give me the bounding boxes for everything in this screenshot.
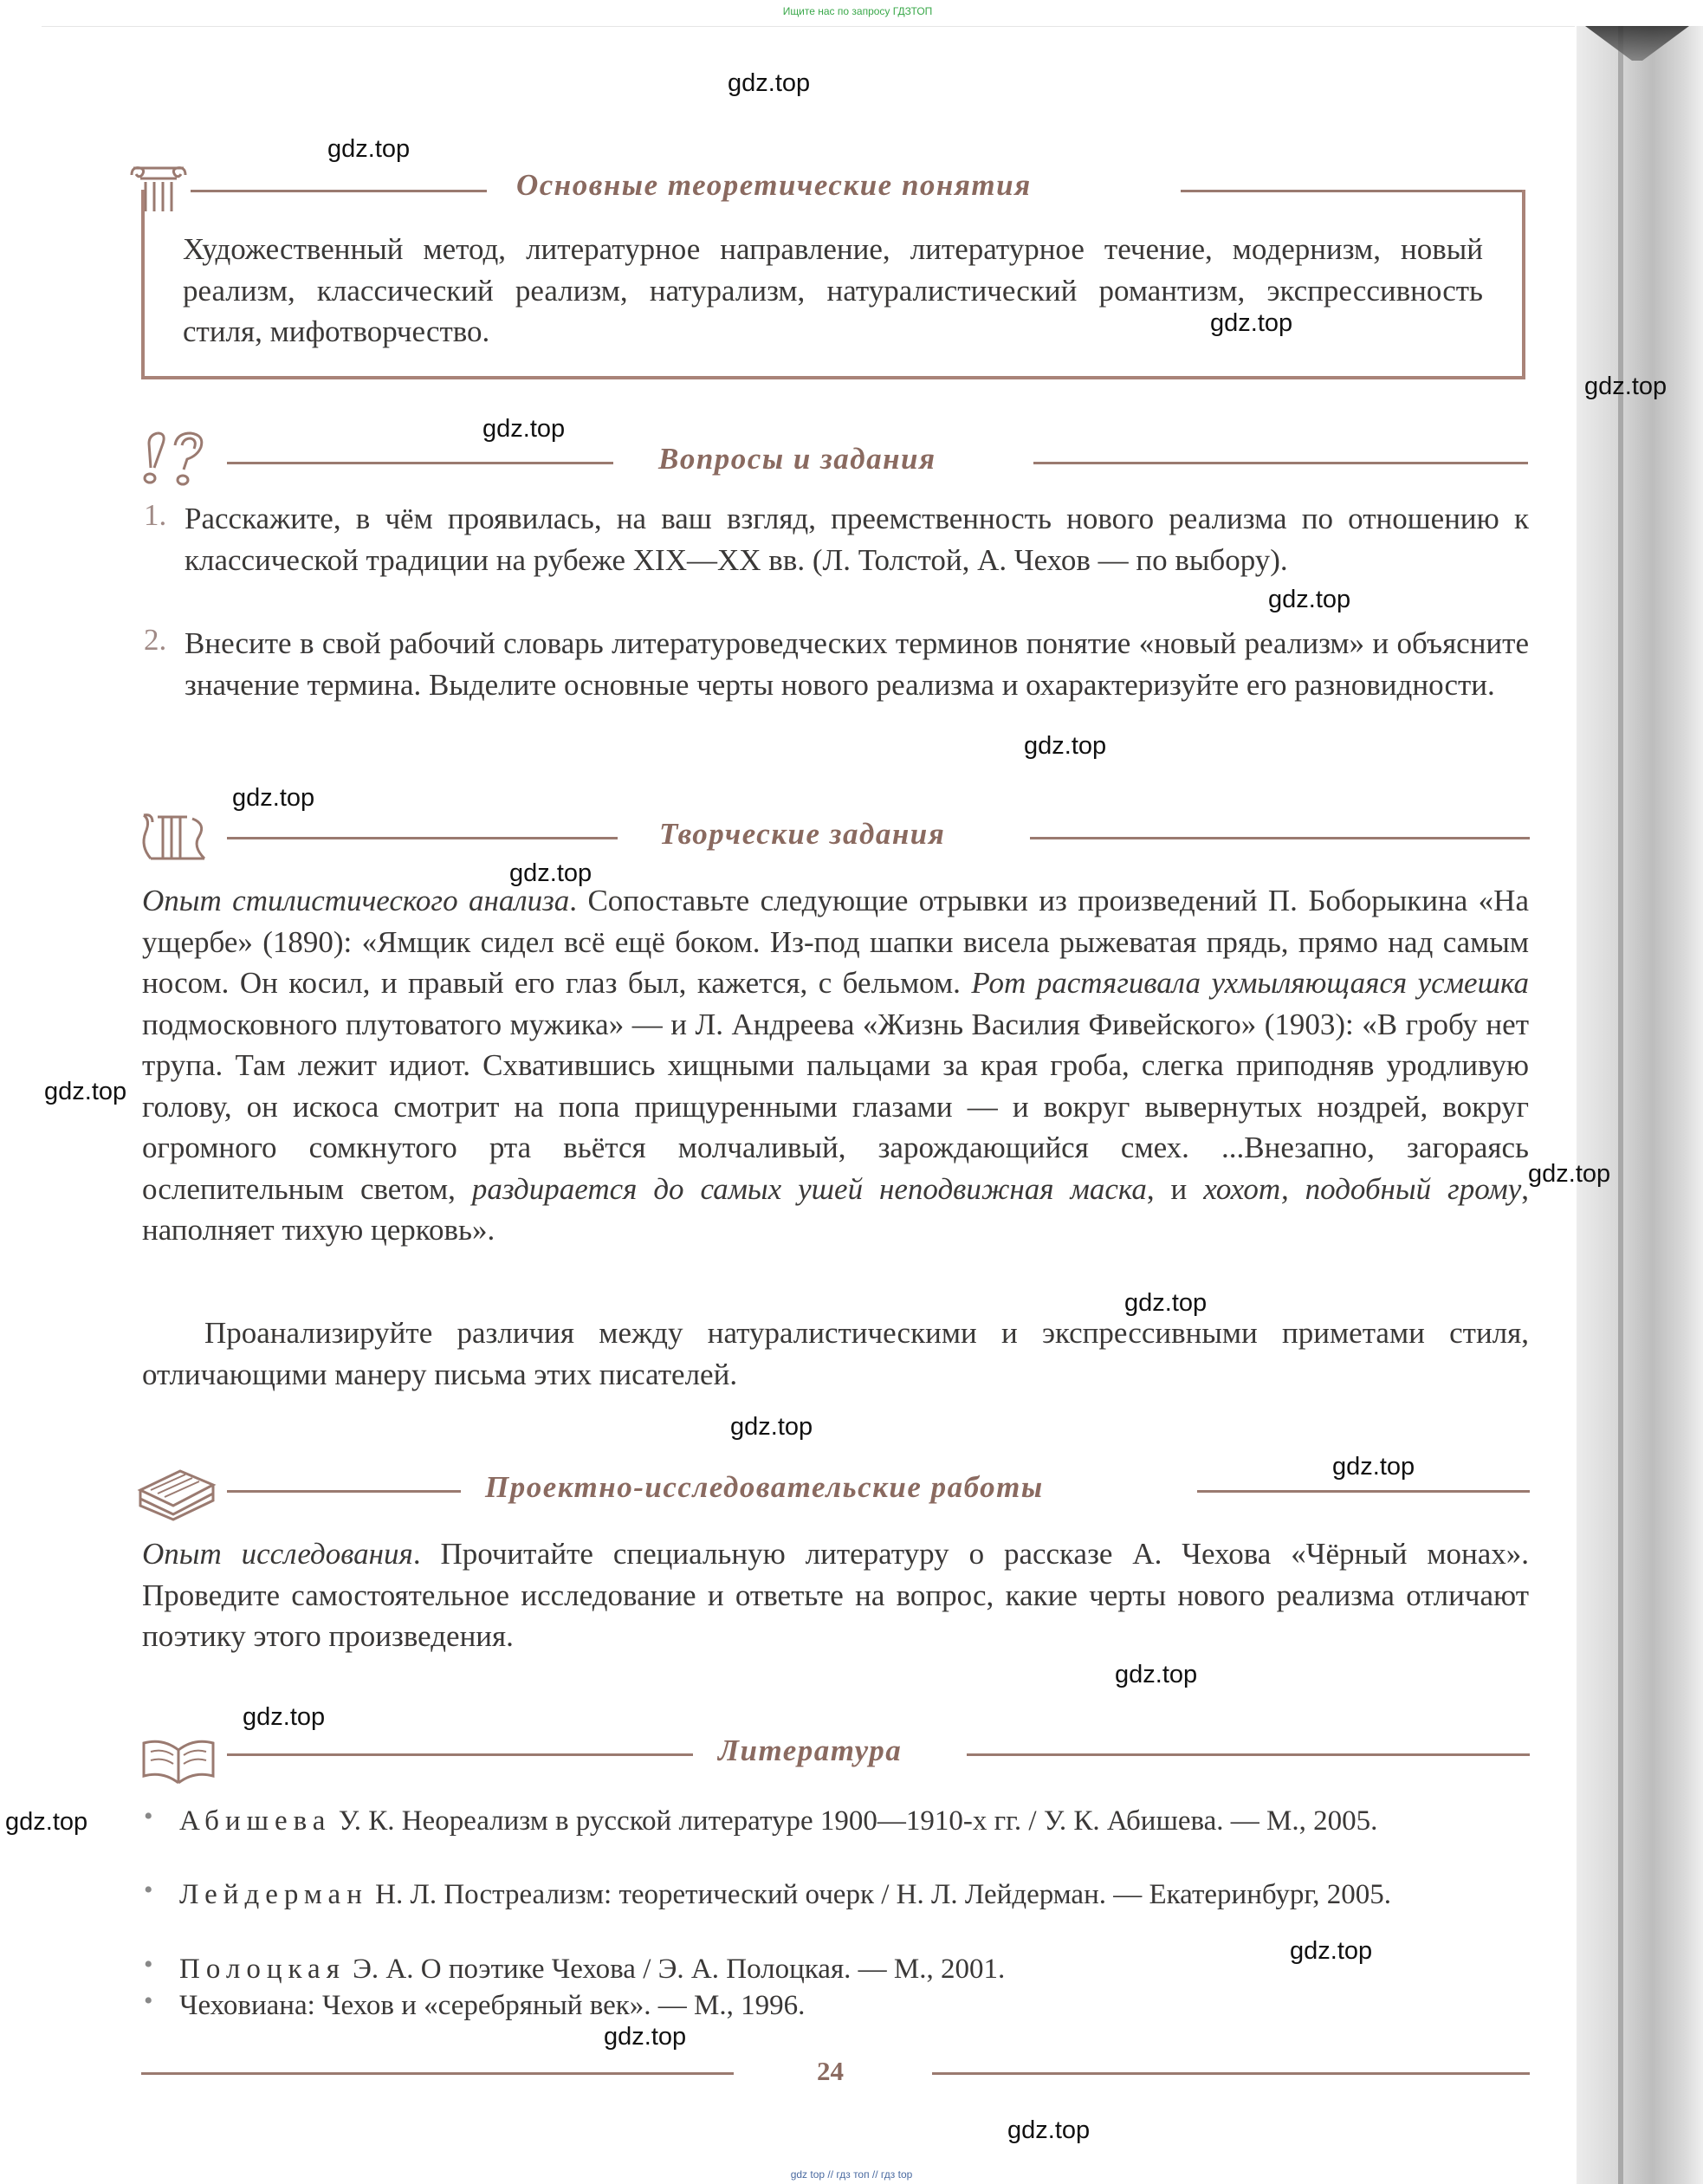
watermark: gdz.top xyxy=(730,1413,813,1441)
watermark: gdz.top xyxy=(1210,309,1293,337)
title-rule-left xyxy=(227,1753,693,1756)
creative-italic: Рот растягивала ухмыляющаяся усмешка xyxy=(971,966,1530,1000)
footer-rule-left xyxy=(141,2072,734,2075)
title-rule-right xyxy=(1030,837,1530,839)
top-banner: Ищите нас по запросу ГДЗТОП xyxy=(782,5,933,17)
watermark: gdz.top xyxy=(1115,1661,1198,1688)
literature-rest: Чеховиана: Чехов и «серебряный век». — М., 1996. xyxy=(179,1990,806,2021)
project-lead: Опыт исследования xyxy=(142,1537,413,1571)
exclamation-question-icon xyxy=(139,430,210,487)
creative-text: , наполняет тихую церковь». xyxy=(142,1171,1529,1247)
watermark: gdz.top xyxy=(728,69,811,97)
literature-rest: Н. Л. Постреализм: теоретический очерк / Н. Л. Лейдерман. — Екатеринбург, 2005. xyxy=(367,1879,1391,1910)
bullet-icon: • xyxy=(144,1986,153,2015)
top-divider xyxy=(42,26,1575,27)
watermark: gdz.top xyxy=(482,415,566,443)
literature-title: Литература xyxy=(718,1734,903,1767)
title-rule-right xyxy=(967,1753,1530,1756)
creative-text: подмосковного плутоватого мужика» — и Л. Андреева «Жизнь Василия Фивейского» (1903): «В гробу нет трупа. Там лежит идиот. Схватившись хищными пальцами за края гроба, слегка приподняв уродливую голову, он искоса смотрит на попа прищуренными глазами — и вокруг вывернутых ноздрей, вокруг огромного сомкнутого рта вьётся молчаливый, зарождающийся смех. ...Внезапно, загораясь ослепительным светом, xyxy=(142,1007,1529,1206)
watermark: gdz.top xyxy=(232,784,315,812)
page-edge-shadow xyxy=(1577,26,1703,2184)
watermark: gdz.top xyxy=(604,2023,687,2051)
creative-paragraph-2: Проанализируйте различия между натуралистическими и экспрессивными приметами стиля, отличающими манеру письма этих писателей. xyxy=(142,1316,1529,1391)
literature-item xyxy=(179,1952,1529,1987)
creative-text: . Сопоставьте следующие отрывки из произведений П. Боборыкина «На ущербе» (1890): «Ямщик сидел всё ещё боком. Из-под шапки висела рыжеватая прядь, прямо над самым носом. Он косил, и правый его глаз был, кажется, с бельмом. xyxy=(142,884,1529,1000)
title-rule-right xyxy=(1033,462,1528,464)
page-edge-line xyxy=(1618,26,1623,2184)
project-paragraph xyxy=(142,1533,1529,1657)
watermark: gdz.top xyxy=(1584,373,1667,400)
creative-lead: Опыт стилистического анализа xyxy=(142,884,570,917)
creative-text: , и xyxy=(1146,1171,1204,1206)
bullet-icon: • xyxy=(144,1950,153,1979)
watermark: gdz.top xyxy=(327,135,411,163)
watermark: gdz.top xyxy=(5,1808,88,1836)
watermark: gdz.top xyxy=(44,1078,127,1105)
watermark: gdz.top xyxy=(1290,1937,1373,1965)
literature-author: Абишева xyxy=(179,1805,332,1837)
creative-italic: раздирается до самых ушей неподвижная маска xyxy=(471,1171,1147,1206)
bottom-banner: gdz top // гдз топ // гдз top xyxy=(790,2168,913,2181)
watermark: gdz.top xyxy=(1024,732,1107,760)
bullet-icon: • xyxy=(144,1802,153,1831)
title-rule-left xyxy=(227,1490,461,1493)
title-rule-left xyxy=(227,837,618,839)
lyre-icon xyxy=(139,812,211,862)
footer-rule-right xyxy=(932,2072,1530,2075)
questions-title: Вопросы и задания xyxy=(658,442,936,476)
open-book-stack-icon xyxy=(137,1464,217,1521)
theory-text: Художественный метод, литературное направление, литературное течение, модернизм, новый реализм, классический реализм, натурализм, натуралистический романтизм, экспрессивность стиля, мифотворчество. xyxy=(183,232,1483,348)
project-title: Проектно-исследовательские работы xyxy=(485,1470,1044,1504)
literature-item xyxy=(179,1988,1529,2024)
task-number: 2. xyxy=(144,623,167,657)
watermark: gdz.top xyxy=(1332,1453,1415,1481)
task-text: Расскажите, в чём проявилась, на ваш взгляд, преемственность нового реализма по отношению к классической традиции на рубеже XIX—XX вв. (Л. Толстой, А. Чехов — по выбору). xyxy=(185,502,1529,577)
literature-rest: Э. А. О поэтике Чехова / Э. А. Полоцкая. — М., 2001. xyxy=(345,1954,1006,1985)
watermark: gdz.top xyxy=(1007,2116,1091,2144)
literature-item xyxy=(179,1877,1529,1913)
open-book-icon xyxy=(139,1734,218,1786)
task-text: Внесите в свой рабочий словарь литературоведческих терминов понятие «новый реализм» и объясните значение термина. Выделите основные черты нового реализма и охарактеризуйте его разновидности. xyxy=(185,626,1529,702)
watermark: gdz.top xyxy=(1268,586,1351,613)
task-number: 1. xyxy=(144,498,167,532)
literature-author: Полоцкая xyxy=(179,1954,346,1985)
watermark: gdz.top xyxy=(509,859,592,887)
literature-item xyxy=(179,1804,1529,1839)
watermark: gdz.top xyxy=(243,1703,326,1731)
bullet-icon: • xyxy=(144,1876,153,1904)
title-rule-right xyxy=(1197,1490,1530,1493)
theory-title: Основные теоретические понятия xyxy=(516,168,1032,202)
project-text: . Прочитайте специальную литературу о рассказе А. Чехова «Чёрный монах». Проведите самостоятельное исследование и ответьте на вопрос, какие черты нового реализма отличают поэтику этого произведения. xyxy=(142,1537,1530,1653)
creative-paragraph xyxy=(142,880,1529,1251)
page-number: 24 xyxy=(817,2056,844,2086)
watermark: gdz.top xyxy=(1528,1160,1611,1188)
literature-rest: У. К. Неореализм в русской литературе 1900—1910-х гг. / У. К. Абишева. — М., 2005. xyxy=(331,1805,1378,1837)
title-rule-left xyxy=(227,462,613,464)
literature-author: Лейдерман xyxy=(179,1879,368,1910)
creative-italic: хохот, подобный грому xyxy=(1203,1171,1522,1206)
watermark: gdz.top xyxy=(1124,1289,1208,1317)
creative-title: Творческие задания xyxy=(659,817,946,851)
